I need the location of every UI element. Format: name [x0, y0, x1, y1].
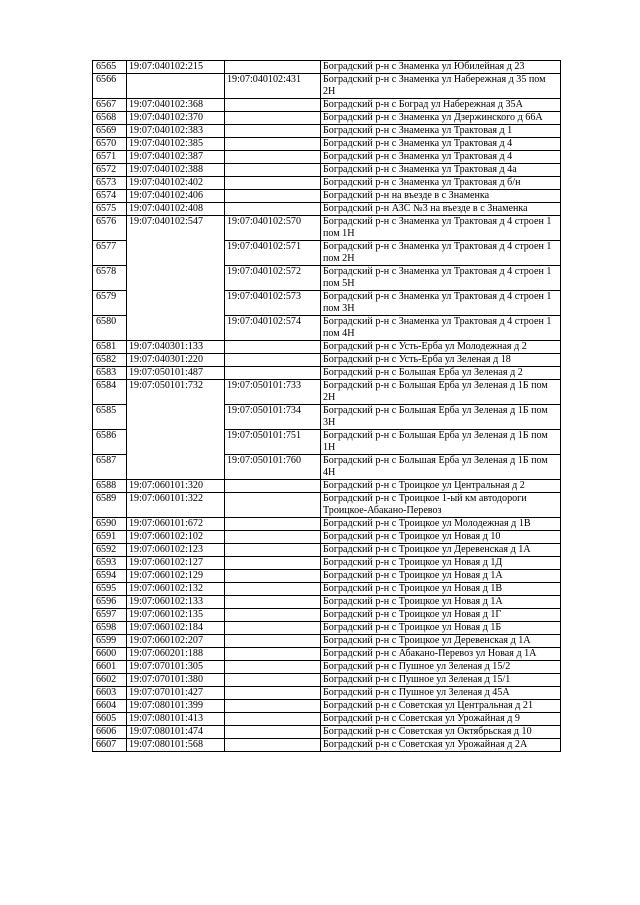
row-number-cell: 6573 [93, 177, 127, 190]
address-cell: Боградский р-н с Советская ул Центральная д 21 [321, 700, 561, 713]
cadastral-number-cell: 19:07:060101:322 [127, 493, 225, 518]
cadastral-number-cell: 19:07:080101:413 [127, 713, 225, 726]
row-number-cell: 6607 [93, 739, 127, 752]
premises-cadastral-number-cell [225, 367, 321, 380]
row-number-cell: 6580 [93, 316, 127, 341]
row-number-cell: 6603 [93, 687, 127, 700]
row-number-cell: 6578 [93, 266, 127, 291]
row-number-cell: 6597 [93, 609, 127, 622]
table-row [93, 739, 561, 752]
address-cell: Боградский р-н с Знаменка ул Трактовая д 4 строен 1 пом 4Н [321, 316, 561, 341]
row-number-cell: 6586 [93, 430, 127, 455]
premises-cadastral-number-cell [225, 726, 321, 739]
table-row [93, 622, 561, 635]
cadastral-number-cell: 19:07:040102:406 [127, 190, 225, 203]
premises-cadastral-number-cell: 19:07:040102:570 [225, 216, 321, 241]
premises-cadastral-number-cell [225, 661, 321, 674]
cadastral-number-cell: 19:07:060102:123 [127, 544, 225, 557]
table-row [93, 367, 561, 380]
table-body [93, 61, 561, 752]
cadastral-number-cell: 19:07:040102:385 [127, 138, 225, 151]
address-cell: Боградский р-н с Знаменка ул Трактовая д 4 [321, 138, 561, 151]
premises-cadastral-number-cell: 19:07:040102:431 [225, 74, 321, 99]
address-cell: Боградский р-н с Усть-Ерба ул Зеленая д 18 [321, 354, 561, 367]
table-row [93, 687, 561, 700]
premises-cadastral-number-cell [225, 700, 321, 713]
row-number-cell: 6587 [93, 455, 127, 480]
address-cell: Боградский р-н с Знаменка ул Трактовая д 4 строен 1 пом 5Н [321, 266, 561, 291]
premises-cadastral-number-cell [225, 125, 321, 138]
table-row [93, 518, 561, 531]
address-cell: Боградский р-н с Пушное ул Зеленая д 15/1 [321, 674, 561, 687]
row-number-cell: 6592 [93, 544, 127, 557]
premises-cadastral-number-cell [225, 203, 321, 216]
premises-cadastral-number-cell: 19:07:040102:572 [225, 266, 321, 291]
cadastral-number-cell: 19:07:040102:368 [127, 99, 225, 112]
address-cell: Боградский р-н с Троицкое ул Новая д 1Д [321, 557, 561, 570]
address-cell: Боградский р-н с Троицкое ул Новая д 1Г [321, 609, 561, 622]
premises-cadastral-number-cell: 19:07:040102:571 [225, 241, 321, 266]
table-row [93, 583, 561, 596]
table-row [93, 713, 561, 726]
table-row [93, 557, 561, 570]
address-cell: Боградский р-н с Троицкое ул Новая д 1Б [321, 622, 561, 635]
address-cell: Боградский р-н с Троицкое ул Новая д 1В [321, 583, 561, 596]
row-number-cell: 6591 [93, 531, 127, 544]
cadastral-number-cell: 19:07:060102:133 [127, 596, 225, 609]
cadastral-number-cell: 19:07:040102:215 [127, 61, 225, 74]
cadastral-number-cell: 19:07:070101:427 [127, 687, 225, 700]
address-cell: Боградский р-н с Троицкое ул Новая д 1А [321, 570, 561, 583]
property-register-table [92, 60, 561, 752]
row-number-cell: 6581 [93, 341, 127, 354]
row-number-cell: 6595 [93, 583, 127, 596]
cadastral-number-cell: 19:07:060102:127 [127, 557, 225, 570]
row-number-cell: 6605 [93, 713, 127, 726]
address-cell: Боградский р-н с Знаменка ул Набережная д 35 пом 2Н [321, 74, 561, 99]
premises-cadastral-number-cell: 19:07:040102:573 [225, 291, 321, 316]
address-cell: Боградский р-н с Троицкое ул Молодежная д 1В [321, 518, 561, 531]
table-row [93, 138, 561, 151]
premises-cadastral-number-cell [225, 648, 321, 661]
address-cell: Боградский р-н на въезде в с Знаменка [321, 190, 561, 203]
premises-cadastral-number-cell: 19:07:040102:574 [225, 316, 321, 341]
cadastral-number-cell: 19:07:040301:133 [127, 341, 225, 354]
address-cell: Боградский р-н с Знаменка ул Юбилейная д 23 [321, 61, 561, 74]
row-number-cell: 6583 [93, 367, 127, 380]
address-cell: Боградский р-н с Большая Ерба ул Зеленая д 1Б пом 1Н [321, 430, 561, 455]
row-number-cell: 6604 [93, 700, 127, 713]
address-cell: Боградский р-н с Троицкое ул Деревенская д 1А [321, 544, 561, 557]
table-row [93, 61, 561, 74]
address-cell: Боградский р-н с Пушное ул Зеленая д 15/2 [321, 661, 561, 674]
row-number-cell: 6572 [93, 164, 127, 177]
premises-cadastral-number-cell [225, 190, 321, 203]
address-cell: Боградский р-н с Усть-Ерба ул Молодежная д 2 [321, 341, 561, 354]
row-number-cell: 6569 [93, 125, 127, 138]
premises-cadastral-number-cell [225, 570, 321, 583]
row-number-cell: 6601 [93, 661, 127, 674]
table-row [93, 596, 561, 609]
table-row [93, 609, 561, 622]
premises-cadastral-number-cell [225, 61, 321, 74]
table-row [93, 151, 561, 164]
table-row [93, 570, 561, 583]
cadastral-number-cell: 19:07:060102:102 [127, 531, 225, 544]
premises-cadastral-number-cell [225, 687, 321, 700]
row-number-cell: 6584 [93, 380, 127, 405]
premises-cadastral-number-cell: 19:07:050101:734 [225, 405, 321, 430]
cadastral-number-cell [127, 74, 225, 99]
address-cell: Боградский р-н с Знаменка ул Трактовая д 4 строен 1 пом 2Н [321, 241, 561, 266]
premises-cadastral-number-cell [225, 177, 321, 190]
cadastral-number-cell: 19:07:060102:207 [127, 635, 225, 648]
premises-cadastral-number-cell [225, 518, 321, 531]
row-number-cell: 6577 [93, 241, 127, 266]
premises-cadastral-number-cell [225, 557, 321, 570]
table-row [93, 635, 561, 648]
cadastral-number-cell: 19:07:040102:383 [127, 125, 225, 138]
premises-cadastral-number-cell: 19:07:050101:733 [225, 380, 321, 405]
address-cell: Боградский р-н с Троицкое ул Новая д 10 [321, 531, 561, 544]
cadastral-number-cell: 19:07:060102:184 [127, 622, 225, 635]
premises-cadastral-number-cell [225, 531, 321, 544]
cadastral-number-cell: 19:07:070101:305 [127, 661, 225, 674]
cadastral-number-cell: 19:07:040102:387 [127, 151, 225, 164]
premises-cadastral-number-cell [225, 99, 321, 112]
cadastral-number-cell: 19:07:060102:129 [127, 570, 225, 583]
premises-cadastral-number-cell [225, 493, 321, 518]
row-number-cell: 6598 [93, 622, 127, 635]
address-cell: Боградский р-н с Пушное ул Зеленая д 45А [321, 687, 561, 700]
row-number-cell: 6567 [93, 99, 127, 112]
premises-cadastral-number-cell [225, 583, 321, 596]
row-number-cell: 6585 [93, 405, 127, 430]
row-number-cell: 6590 [93, 518, 127, 531]
cadastral-number-cell: 19:07:060102:135 [127, 609, 225, 622]
row-number-cell: 6574 [93, 190, 127, 203]
table-row [93, 112, 561, 125]
address-cell: Боградский р-н АЗС №3 на въезде в с Знаменка [321, 203, 561, 216]
cadastral-number-cell: 19:07:040301:220 [127, 354, 225, 367]
row-number-cell: 6588 [93, 480, 127, 493]
row-number-cell: 6575 [93, 203, 127, 216]
premises-cadastral-number-cell [225, 596, 321, 609]
address-cell: Боградский р-н с Советская ул Октябрьская д 10 [321, 726, 561, 739]
address-cell: Боградский р-н с Большая Ерба ул Зеленая д 1Б пом 3Н [321, 405, 561, 430]
table-row [93, 216, 561, 241]
cadastral-number-cell: 19:07:080101:399 [127, 700, 225, 713]
row-number-cell: 6576 [93, 216, 127, 241]
row-number-cell: 6589 [93, 493, 127, 518]
row-number-cell: 6602 [93, 674, 127, 687]
table-row [93, 125, 561, 138]
row-number-cell: 6579 [93, 291, 127, 316]
address-cell: Боградский р-н с Знаменка ул Трактовая д 4 строен 1 пом 1Н [321, 216, 561, 241]
cadastral-number-cell: 19:07:060201:188 [127, 648, 225, 661]
table-row [93, 531, 561, 544]
table-row [93, 661, 561, 674]
address-cell: Боградский р-н с Знаменка ул Трактовая д 4 строен 1 пом 3Н [321, 291, 561, 316]
cadastral-number-cell: 19:07:050101:487 [127, 367, 225, 380]
premises-cadastral-number-cell [225, 739, 321, 752]
cadastral-number-cell: 19:07:040102:408 [127, 203, 225, 216]
cadastral-number-cell: 19:07:040102:388 [127, 164, 225, 177]
premises-cadastral-number-cell [225, 341, 321, 354]
address-cell: Боградский р-н с Абакано-Перевоз ул Новая д 1А [321, 648, 561, 661]
row-number-cell: 6599 [93, 635, 127, 648]
address-cell: Боградский р-н с Троицкое ул Центральная д 2 [321, 480, 561, 493]
cadastral-number-cell: 19:07:060101:320 [127, 480, 225, 493]
row-number-cell: 6566 [93, 74, 127, 99]
cadastral-number-cell: 19:07:050101:732 [127, 380, 225, 480]
row-number-cell: 6565 [93, 61, 127, 74]
address-cell: Боградский р-н с Знаменка ул Трактовая д б/н [321, 177, 561, 190]
premises-cadastral-number-cell [225, 354, 321, 367]
address-cell: Боградский р-н с Большая Ерба ул Зеленая д 2 [321, 367, 561, 380]
cadastral-number-cell: 19:07:060101:672 [127, 518, 225, 531]
cadastral-number-cell: 19:07:060102:132 [127, 583, 225, 596]
table-row [93, 726, 561, 739]
table-row [93, 190, 561, 203]
table-row [93, 203, 561, 216]
table-row [93, 99, 561, 112]
cadastral-number-cell: 19:07:070101:380 [127, 674, 225, 687]
table-row [93, 341, 561, 354]
cadastral-number-cell: 19:07:080101:568 [127, 739, 225, 752]
row-number-cell: 6596 [93, 596, 127, 609]
premises-cadastral-number-cell [225, 544, 321, 557]
row-number-cell: 6600 [93, 648, 127, 661]
table-row [93, 74, 561, 99]
table-row [93, 177, 561, 190]
cadastral-number-cell: 19:07:040102:547 [127, 216, 225, 341]
address-cell: Боградский р-н с Боград ул Набережная д 35А [321, 99, 561, 112]
row-number-cell: 6570 [93, 138, 127, 151]
table-row [93, 480, 561, 493]
row-number-cell: 6582 [93, 354, 127, 367]
premises-cadastral-number-cell [225, 609, 321, 622]
row-number-cell: 6568 [93, 112, 127, 125]
address-cell: Боградский р-н с Советская ул Урожайная д 2А [321, 739, 561, 752]
premises-cadastral-number-cell: 19:07:050101:760 [225, 455, 321, 480]
row-number-cell: 6606 [93, 726, 127, 739]
premises-cadastral-number-cell [225, 674, 321, 687]
premises-cadastral-number-cell [225, 713, 321, 726]
table-row [93, 380, 561, 405]
premises-cadastral-number-cell: 19:07:050101:751 [225, 430, 321, 455]
address-cell: Боградский р-н с Троицкое 1-ый км автодороги Троицкое-Абакано-Перевоз [321, 493, 561, 518]
address-cell: Боградский р-н с Большая Ерба ул Зеленая д 1Б пом 2Н [321, 380, 561, 405]
address-cell: Боградский р-н с Знаменка ул Трактовая д 4 [321, 151, 561, 164]
premises-cadastral-number-cell [225, 151, 321, 164]
row-number-cell: 6571 [93, 151, 127, 164]
premises-cadastral-number-cell [225, 164, 321, 177]
address-cell: Боградский р-н с Знаменка ул Трактовая д 1 [321, 125, 561, 138]
cadastral-number-cell: 19:07:040102:370 [127, 112, 225, 125]
premises-cadastral-number-cell [225, 112, 321, 125]
premises-cadastral-number-cell [225, 622, 321, 635]
address-cell: Боградский р-н с Троицкое ул Деревенская д 1А [321, 635, 561, 648]
address-cell: Боградский р-н с Знаменка ул Дзержинского д 66А [321, 112, 561, 125]
table-row [93, 648, 561, 661]
address-cell: Боградский р-н с Большая Ерба ул Зеленая д 1Б пом 4Н [321, 455, 561, 480]
table-row [93, 544, 561, 557]
premises-cadastral-number-cell [225, 635, 321, 648]
premises-cadastral-number-cell [225, 480, 321, 493]
table-row [93, 674, 561, 687]
row-number-cell: 6594 [93, 570, 127, 583]
address-cell: Боградский р-н с Советская ул Урожайная д 9 [321, 713, 561, 726]
table-row [93, 700, 561, 713]
address-cell: Боградский р-н с Знаменка ул Трактовая д 4а [321, 164, 561, 177]
table-row [93, 354, 561, 367]
table-row [93, 493, 561, 518]
address-cell: Боградский р-н с Троицкое ул Новая д 1А [321, 596, 561, 609]
row-number-cell: 6593 [93, 557, 127, 570]
cadastral-number-cell: 19:07:080101:474 [127, 726, 225, 739]
premises-cadastral-number-cell [225, 138, 321, 151]
table-row [93, 164, 561, 177]
cadastral-number-cell: 19:07:040102:402 [127, 177, 225, 190]
